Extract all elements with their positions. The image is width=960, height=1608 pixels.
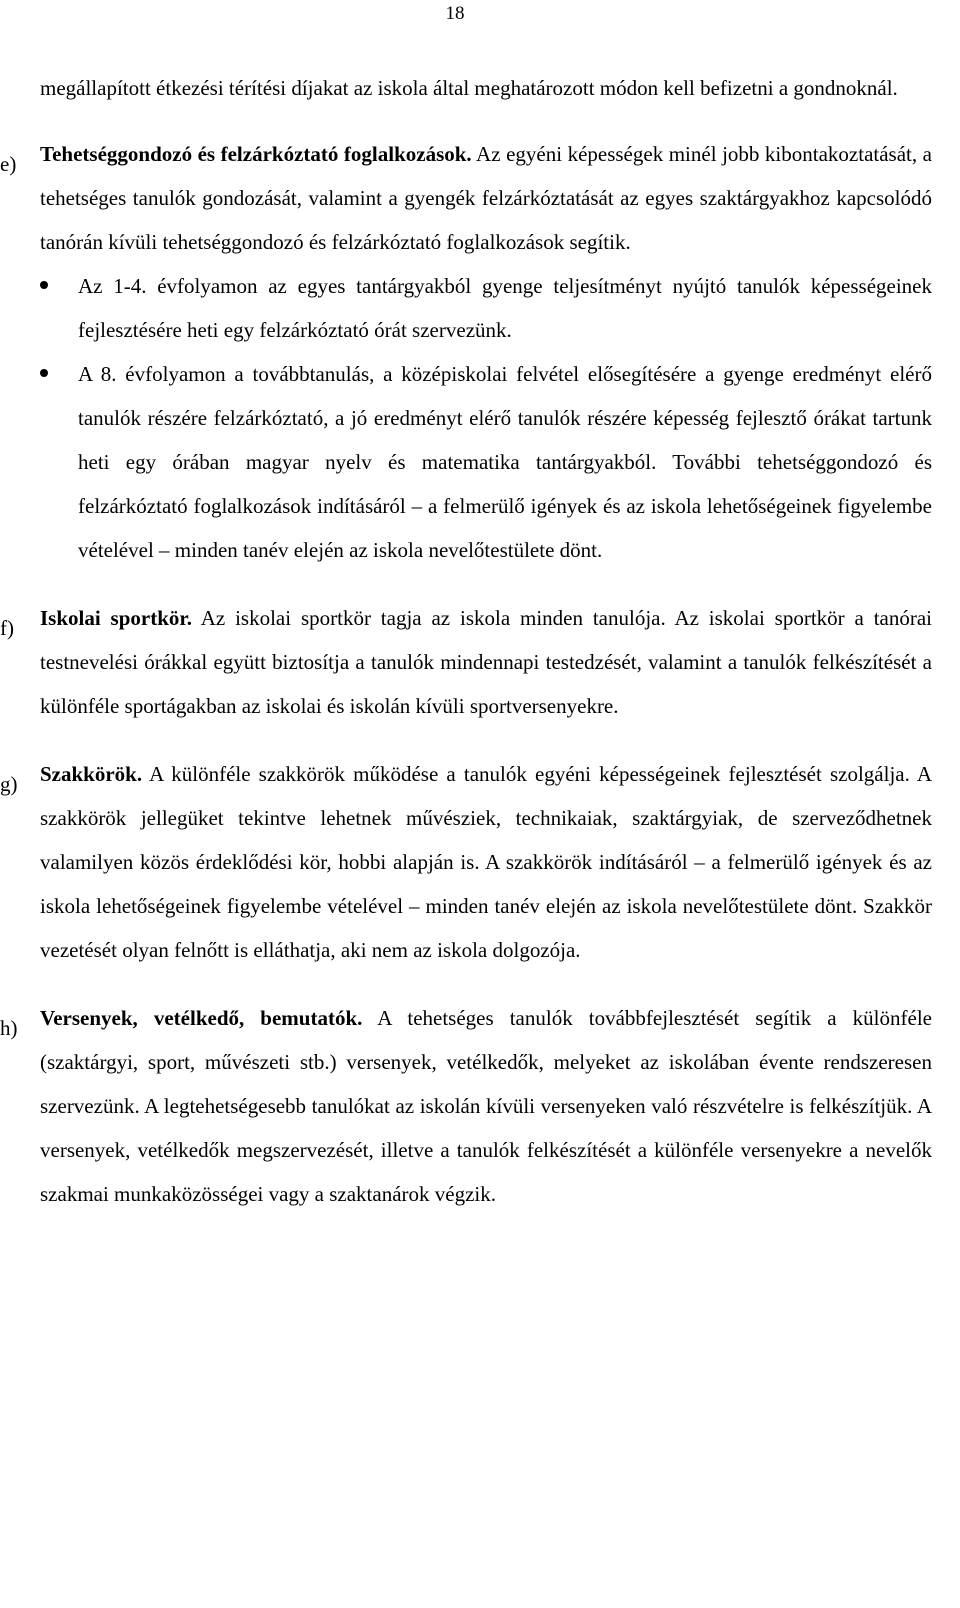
bullet-icon <box>40 281 48 289</box>
section-g-letter: g) <box>0 772 18 796</box>
section-e-bullet-list <box>40 264 932 572</box>
bullet-item <box>78 264 932 352</box>
section-h <box>0 996 932 1216</box>
section-f-paragraph <box>0 596 932 728</box>
page-number: 18 <box>445 3 465 24</box>
section-g <box>0 752 932 972</box>
section-e-letter: e) <box>0 152 17 176</box>
bullet-item <box>78 352 932 572</box>
section-f-title: Iskolai sportkör. <box>40 606 193 630</box>
section-e-paragraph <box>0 132 932 264</box>
section-g-title: Szakkörök. <box>40 762 143 786</box>
section-h-body: A tehetséges tanulók továbbfejlesztését segítik a különféle (szaktárgyi, sport, művészeti stb.) versenyek, vetélkedők, melyeket az iskolában évente rendszeresen szervezünk. A legtehetségesebb tanulókat az iskolán kívüli versenyeken való részvételre is felkészítjük. A versenyek, vetélkedők megszervezését, illetve a tanulók felkészítését a különféle versenyekre a nevelők szakmai munkaközösségei vagy a szaktanárok végzik. <box>40 1006 932 1206</box>
section-f <box>0 596 932 728</box>
section-f-letter: f) <box>0 616 14 640</box>
section-e-body: Az egyéni képességek minél jobb kibontakoztatását, a tehetséges tanulók gondozását, valamint a gyengék felzárkóztatását az egyes szaktárgyakhoz kapcsolódó tanórán kívüli tehetséggondozó és felzárkóztató foglalkozások segítik. <box>40 142 932 254</box>
section-h-title: Versenyek, vetélkedő, bemutatók. <box>40 1006 363 1030</box>
section-g-paragraph <box>0 752 932 972</box>
section-e-title: Tehetséggondozó és felzárkóztató foglalkozások. <box>40 142 472 166</box>
section-g-body: A különféle szakkörök működése a tanulók egyéni képességeinek fejlesztését szolgálja. A szakkörök jellegüket tekintve lehetnek művésziek, technikaiak, szaktárgyiak, de szerveződhetnek valamilyen közös érdeklődési kör, hobbi alapján is. A szakkörök indításáról – a felmerülő igények és az iskola lehetőségeinek figyelembe vételével – minden tanév elején az iskola nevelőtestülete dönt. Szakkör vezetését olyan felnőtt is elláthatja, aki nem az iskola dolgozója. <box>40 762 932 962</box>
bullet-icon <box>40 369 48 377</box>
section-f-body: Az iskolai sportkör tagja az iskola minden tanulója. Az iskolai sportkör a tanórai testnevelési órákkal együtt biztosítja a tanulók mindennapi testedzését, valamint a tanulók felkészítését a különféle sportágakban az iskolai és iskolán kívüli sportversenyekre. <box>40 606 932 718</box>
intro-paragraph: megállapított étkezési térítési díjakat az iskola által meghatározott módon kell befizetni a gondnoknál. <box>40 76 898 100</box>
document-body <box>0 66 932 1216</box>
section-h-paragraph <box>0 996 932 1216</box>
bullet-text: A 8. évfolyamon a továbbtanulás, a középiskolai felvétel elősegítésére a gyenge eredményt elérő tanulók részére felzárkóztató, a jó eredményt elérő tanulók részére képesség fejlesztő órákat tartunk heti egy órában magyar nyelv és matematika tantárgyakból. További tehetséggondozó és felzárkóztató foglalkozások indításáról – a felmerülő igények és az iskola lehetőségeinek figyelembe vételével – minden tanév elején az iskola nevelőtestülete dönt. <box>78 362 932 562</box>
bullet-text: Az 1-4. évfolyamon az egyes tantárgyakból gyenge teljesítményt nyújtó tanulók képességeinek fejlesztésére heti egy felzárkóztató órát szervezünk. <box>78 274 932 342</box>
section-e <box>0 132 932 572</box>
section-h-letter: h) <box>0 1016 18 1040</box>
